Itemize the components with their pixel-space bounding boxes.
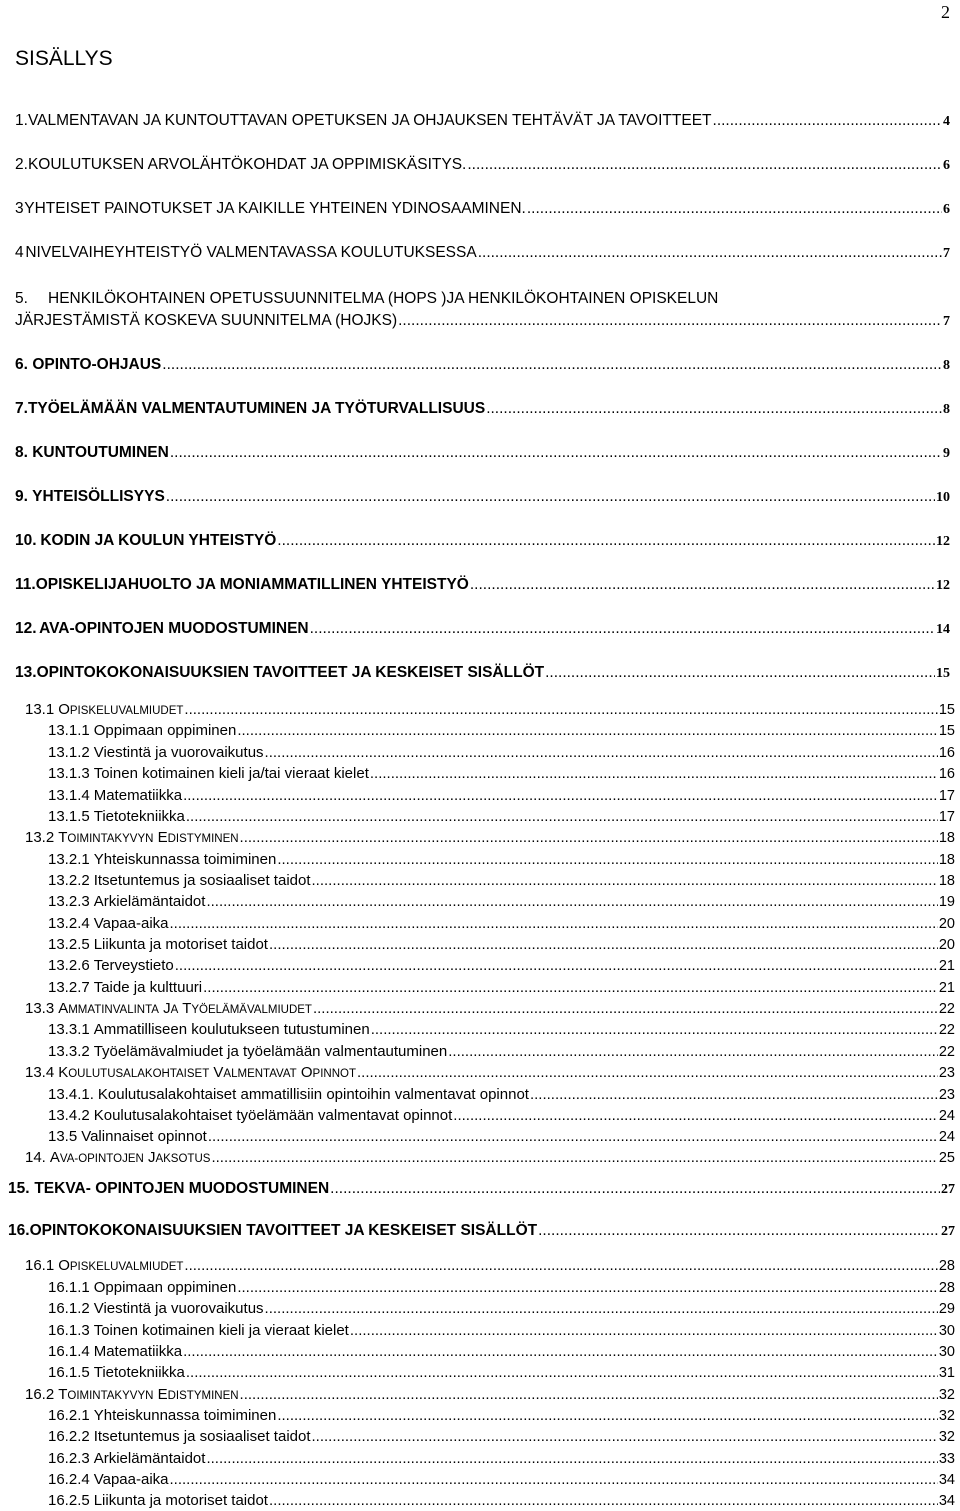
dot-leader xyxy=(170,915,938,932)
toc-entry-line xyxy=(48,1428,955,1445)
dot-leader xyxy=(350,1322,938,1339)
page-ref: 21 xyxy=(938,980,955,996)
entry-number: 13.1.5 xyxy=(48,808,90,825)
entry-number: 15. xyxy=(8,1180,30,1197)
page-ref: 15 xyxy=(938,723,955,739)
page-ref: 12 xyxy=(936,578,950,593)
entry-number: 13.1.2 xyxy=(48,744,90,761)
entry-number: 16.1.2 xyxy=(48,1300,90,1317)
entry-number: 10. xyxy=(15,532,37,549)
dot-leader xyxy=(240,829,938,846)
entry-text: Matematiikka xyxy=(93,787,183,804)
toc-entry-line xyxy=(15,156,950,174)
toc-entry-line xyxy=(25,1000,955,1017)
dot-leader xyxy=(237,1279,938,1296)
entry-text: Viestintä ja vuorovaikutus xyxy=(93,744,264,761)
entry-text: KUNTOUTUMINEN xyxy=(32,444,169,461)
entry-number: 12. xyxy=(15,620,37,637)
page-ref: 34 xyxy=(938,1472,955,1488)
toc-entry-line xyxy=(48,979,955,996)
entry-number: 13.1.4 xyxy=(48,787,90,804)
toc-entry-line xyxy=(48,915,955,932)
entry-text: Tietotekniikka xyxy=(93,1364,185,1381)
entry-text: OPINTO-OHJAUS xyxy=(32,356,162,373)
page-ref: 22 xyxy=(938,1044,955,1060)
page-ref: 32 xyxy=(938,1429,955,1445)
toc-entry-line xyxy=(15,488,950,506)
toc-entry-line xyxy=(48,1322,955,1339)
page-ref: 8 xyxy=(943,402,950,417)
entry-number: 16.2.2 xyxy=(48,1428,90,1445)
dot-leader xyxy=(265,1300,938,1317)
entry-text: TEKVA- OPINTOJEN MUODOSTUMINEN xyxy=(34,1180,330,1197)
toc-entry-line xyxy=(15,664,950,682)
page-ref: 15 xyxy=(938,702,955,718)
entry-number: 16.1.5 xyxy=(48,1364,90,1381)
entry-text: Ammatilliseen koulutukseen tutustuminen xyxy=(93,1021,370,1038)
entry-number: 16.1.1 xyxy=(48,1279,90,1296)
toc-entry-line xyxy=(48,1300,955,1317)
entry-number: 13.1 xyxy=(25,701,55,718)
page-ref: 27 xyxy=(941,1182,955,1197)
dot-leader xyxy=(357,1064,938,1081)
dot-leader xyxy=(170,444,942,462)
entry-number: 11. xyxy=(15,576,36,593)
entry-number: 9. xyxy=(15,488,28,505)
page-ref: 23 xyxy=(938,1065,955,1081)
entry-number: 16.2.5 xyxy=(48,1492,90,1509)
entry-text: YHTEISÖLLISYYS xyxy=(32,488,165,505)
entry-text: KODIN JA KOULUN YHTEISTYÖ xyxy=(40,532,277,549)
entry-text: TYÖELÄMÄÄN VALMENTAUTUMINEN JA TYÖTURVALLISUUS xyxy=(27,400,486,417)
toc-entry-line xyxy=(15,200,950,218)
page-ref: 32 xyxy=(938,1408,955,1424)
entry-text: Itsetuntemus ja sosiaaliset taidot xyxy=(93,1428,311,1445)
page-ref: 4 xyxy=(943,114,950,129)
page-ref: 6 xyxy=(943,158,950,173)
entry-text: YHTEISET PAINOTUKSET JA KAIKILLE YHTEINEN YDINOSAAMINEN. xyxy=(24,200,526,217)
dot-leader xyxy=(330,1180,940,1198)
entry-number: 13.2 xyxy=(25,829,55,846)
dot-leader xyxy=(277,532,935,550)
entry-text: NIVELVAIHEYHTEISTYÖ VALMENTAVASSA KOULUTUKSESSA xyxy=(25,244,477,261)
dot-leader xyxy=(206,1450,937,1467)
page-number: 2 xyxy=(941,2,950,22)
dot-leader xyxy=(313,1000,938,1017)
toc-entry-line xyxy=(15,576,950,594)
entry-number: 13. xyxy=(15,664,37,681)
page-ref: 12 xyxy=(936,534,950,549)
toc-entry-line xyxy=(48,1107,955,1124)
page-ref: 20 xyxy=(938,916,955,932)
entry-text: Toinen kotimainen kieli ja vieraat kielet xyxy=(93,1322,349,1339)
toc-entry-line xyxy=(48,744,955,761)
page-ref: 7 xyxy=(943,246,950,261)
toc-entry-line xyxy=(48,1343,955,1360)
entry-text: Oppimaan oppiminen xyxy=(93,1279,237,1296)
toc-entry-line xyxy=(48,1279,955,1296)
entry-text: OPISKELUVALMIUDET xyxy=(58,701,184,718)
page-ref: 23 xyxy=(938,1087,955,1103)
dot-leader xyxy=(183,787,938,804)
dot-leader xyxy=(186,808,938,825)
entry-number: 16.2.4 xyxy=(48,1471,90,1488)
entry-text: Oppimaan oppiminen xyxy=(93,722,237,739)
dot-leader xyxy=(162,356,942,374)
entry-number: 13.3 xyxy=(25,1000,55,1017)
entry-number: 13.2.3 xyxy=(48,893,90,910)
page-ref: 10 xyxy=(936,490,950,505)
toc-title: SISÄLLYS xyxy=(15,47,113,70)
toc-entry-line xyxy=(15,356,950,374)
entry-text: Liikunta ja motoriset taidot xyxy=(93,1492,268,1509)
dot-leader xyxy=(208,1128,938,1145)
page-ref: 9 xyxy=(943,446,950,461)
entry-text: Matematiikka xyxy=(93,1343,183,1360)
page-ref: 30 xyxy=(938,1344,955,1360)
entry-number: 13.2.1 xyxy=(48,851,90,868)
dot-leader xyxy=(166,488,935,506)
toc-entry-line xyxy=(15,312,950,330)
entry-number: 13.2.4 xyxy=(48,915,90,932)
page-ref: 30 xyxy=(938,1323,955,1339)
entry-text-continued: JÄRJESTÄMISTÄ KOSKEVA SUUNNITELMA (HOJKS) xyxy=(15,312,398,329)
page-ref: 6 xyxy=(943,202,950,217)
entry-text: Vapaa-aika xyxy=(93,1471,169,1488)
page-ref: 15 xyxy=(936,666,950,681)
entry-text: Toinen kotimainen kieli ja/tai vieraat kielet xyxy=(93,765,369,782)
toc-entry-line xyxy=(48,872,955,889)
toc-entry-line xyxy=(15,620,950,638)
toc-entry-line xyxy=(25,701,955,718)
toc-entry-line xyxy=(48,1450,955,1467)
entry-number: 8. xyxy=(15,444,28,461)
entry-text: AVA-OPINTOJEN MUODOSTUMINEN xyxy=(39,620,309,637)
dot-leader xyxy=(312,872,938,889)
entry-text: Yhteiskunnassa toimiminen xyxy=(93,1407,277,1424)
page-ref: 28 xyxy=(938,1258,955,1274)
entry-text: Taide ja kulttuuri xyxy=(93,979,203,996)
entry-number: 6. xyxy=(15,356,28,373)
page-ref: 33 xyxy=(938,1451,955,1467)
dot-leader xyxy=(370,765,938,782)
toc-entry-line xyxy=(25,1386,955,1403)
page-ref: 34 xyxy=(938,1493,955,1509)
toc-entry-line xyxy=(48,1128,955,1145)
entry-number: 16.1.3 xyxy=(48,1322,90,1339)
entry-number: 2. xyxy=(15,156,28,173)
page-ref: 27 xyxy=(941,1224,955,1239)
dot-leader xyxy=(545,664,935,682)
entry-text: OPISKELIJAHUOLTO JA MONIAMMATILLINEN YHTEISTYÖ xyxy=(35,576,469,593)
entry-text: Yhteiskunnassa toimiminen xyxy=(93,851,277,868)
toc-entry-line xyxy=(15,244,950,262)
entry-text: VALMENTAVAN JA KUNTOUTTAVAN OPETUKSEN JA OHJAUKSEN TEHTÄVÄT JA TAVOITTEET xyxy=(27,112,712,129)
dot-leader xyxy=(398,312,942,330)
toc-entry-line xyxy=(48,1364,955,1381)
entry-number: 16.1.4 xyxy=(48,1343,90,1360)
entry-text: AMMATINVALINTA JA TYÖELÄMÄVALMIUDET xyxy=(58,1000,312,1017)
dot-leader xyxy=(277,851,938,868)
entry-text: Koulutusalakohtaiset ammatillisiin opintoihin valmentavat opinnot xyxy=(97,1086,529,1103)
entry-number: 13.2.7 xyxy=(48,979,90,996)
entry-number: 14. xyxy=(25,1149,46,1166)
toc-entry-line xyxy=(48,1407,955,1424)
page-ref: 22 xyxy=(938,1001,955,1017)
dot-leader xyxy=(467,156,942,174)
toc-entry-line xyxy=(25,1257,955,1274)
dot-leader xyxy=(478,244,942,262)
page-ref: 16 xyxy=(938,745,955,761)
entry-number: 13.2.2 xyxy=(48,872,90,889)
dot-leader xyxy=(183,1343,938,1360)
dot-leader xyxy=(310,620,935,638)
entry-number: 13.1.1 xyxy=(48,722,90,739)
toc-entry-line xyxy=(25,1149,955,1166)
entry-text: Tietotekniikka xyxy=(93,808,185,825)
page-ref: 22 xyxy=(938,1022,955,1038)
page-ref: 16 xyxy=(938,766,955,782)
dot-leader xyxy=(527,200,942,218)
toc-entry-line xyxy=(48,765,955,782)
page-ref: 7 xyxy=(943,314,950,329)
page-ref: 32 xyxy=(938,1387,955,1403)
toc-entry-line xyxy=(48,1086,955,1103)
entry-number: 1. xyxy=(15,112,28,129)
toc-entry-line xyxy=(15,532,950,550)
page-ref: 18 xyxy=(938,830,955,846)
page-ref: 21 xyxy=(938,958,955,974)
dot-leader xyxy=(175,957,938,974)
entry-text: Työelämävalmiudet ja työelämään valmentautuminen xyxy=(93,1043,448,1060)
dot-leader xyxy=(265,744,938,761)
entry-text: KOULUTUSALAKOHTAISET VALMENTAVAT OPINNOT xyxy=(58,1064,356,1081)
toc-entry-line xyxy=(48,1021,955,1038)
entry-number: 13.5 xyxy=(48,1128,78,1145)
entry-number: 13.3.1 xyxy=(48,1021,90,1038)
dot-leader xyxy=(371,1021,938,1038)
page-ref: 19 xyxy=(938,894,955,910)
page-ref: 28 xyxy=(938,1280,955,1296)
entry-text: Arkielämäntaidot xyxy=(93,1450,206,1467)
page-ref: 31 xyxy=(938,1365,955,1381)
entry-number: 13.3.2 xyxy=(48,1043,90,1060)
dot-leader xyxy=(269,1492,938,1509)
entry-number: 16.1 xyxy=(25,1257,55,1274)
entry-number: 13.4 xyxy=(25,1064,55,1081)
entry-text: Vapaa-aika xyxy=(93,915,169,932)
page-ref: 29 xyxy=(938,1301,955,1317)
toc-entry-line xyxy=(48,787,955,804)
toc-entry-line xyxy=(25,1064,955,1081)
page-ref: 24 xyxy=(938,1129,955,1145)
entry-text: Arkielämäntaidot xyxy=(93,893,206,910)
page-ref: 18 xyxy=(938,852,955,868)
toc-entry-line xyxy=(48,893,955,910)
toc-entry-line xyxy=(15,444,950,462)
entry-text: KOULUTUKSEN ARVOLÄHTÖKOHDAT JA OPPIMISKÄSITYS. xyxy=(27,156,467,173)
page-ref: 8 xyxy=(943,358,950,373)
toc-entry-line xyxy=(48,722,955,739)
entry-text: OPINTOKOKONAISUUKSIEN TAVOITTEET JA KESKEISET SISÄLLÖT xyxy=(36,664,545,681)
entry-number: 16.2 xyxy=(25,1386,55,1403)
page-ref: 18 xyxy=(938,873,955,889)
dot-leader xyxy=(237,722,938,739)
toc-entry-line xyxy=(48,957,955,974)
entry-number: 13.4.2 xyxy=(48,1107,90,1124)
dot-leader xyxy=(312,1428,938,1445)
dot-leader xyxy=(530,1086,938,1103)
entry-text: AVA-OPINTOJEN JAKSOTUS xyxy=(49,1149,211,1166)
toc-entry-line xyxy=(8,1180,955,1198)
dot-leader xyxy=(486,400,942,418)
toc-entry-line xyxy=(48,851,955,868)
entry-number: 16. xyxy=(8,1222,30,1239)
page-ref: 25 xyxy=(938,1150,955,1166)
entry-number: 13.4.1. xyxy=(48,1086,94,1103)
dot-leader xyxy=(186,1364,938,1381)
page-ref: 14 xyxy=(936,622,950,637)
dot-leader xyxy=(269,936,938,953)
toc-entry-line xyxy=(15,112,950,130)
entry-text: Itsetuntemus ja sosiaaliset taidot xyxy=(93,872,311,889)
toc-entry-line xyxy=(48,808,955,825)
dot-leader xyxy=(240,1386,938,1403)
entry-text: Terveystieto xyxy=(93,957,174,974)
entry-number: 16.2.1 xyxy=(48,1407,90,1424)
entry-text: HENKILÖKOHTAINEN OPETUSSUUNNITELMA (HOPS )JA HENKILÖKOHTAINEN OPISKELUN xyxy=(48,290,719,307)
dot-leader xyxy=(203,979,938,996)
entry-number: 4 xyxy=(15,244,24,261)
entry-text: Valinnaiset opinnot xyxy=(81,1128,207,1145)
page-ref: 24 xyxy=(938,1108,955,1124)
toc-entry-line xyxy=(48,1043,955,1060)
entry-number: 13.1.3 xyxy=(48,765,90,782)
entry-text: TOIMINTAKYVYN EDISTYMINEN xyxy=(58,829,239,846)
entry-number: 13.2.5 xyxy=(48,936,90,953)
entry-number: 16.2.3 xyxy=(48,1450,90,1467)
entry-text: OPISKELUVALMIUDET xyxy=(58,1257,184,1274)
dot-leader xyxy=(448,1043,938,1060)
toc-entry-line xyxy=(48,1471,955,1488)
entry-text: Viestintä ja vuorovaikutus xyxy=(93,1300,264,1317)
page-ref: 20 xyxy=(938,937,955,953)
dot-leader xyxy=(170,1471,938,1488)
toc-entry-line xyxy=(25,829,955,846)
entry-number: 3 xyxy=(15,200,24,217)
entry-text: Liikunta ja motoriset taidot xyxy=(93,936,268,953)
dot-leader xyxy=(184,701,937,718)
page-ref: 17 xyxy=(938,809,955,825)
entry-text: Koulutusalakohtaiset työelämään valmentavat opinnot xyxy=(93,1107,453,1124)
toc-entry-line xyxy=(8,1222,955,1240)
dot-leader xyxy=(277,1407,938,1424)
toc-entry-line xyxy=(48,936,955,953)
entry-number: 5. xyxy=(15,290,28,307)
dot-leader xyxy=(206,893,937,910)
dot-leader xyxy=(453,1107,938,1124)
entry-text: OPINTOKOKONAISUUKSIEN TAVOITTEET JA KESKEISET SISÄLLÖT xyxy=(29,1222,538,1239)
entry-number: 13.2.6 xyxy=(48,957,90,974)
dot-leader xyxy=(713,112,942,130)
dot-leader xyxy=(184,1257,937,1274)
dot-leader xyxy=(538,1222,940,1240)
toc-entry-line xyxy=(48,1492,955,1509)
entry-text: TOIMINTAKYVYN EDISTYMINEN xyxy=(58,1386,239,1403)
dot-leader xyxy=(470,576,935,594)
toc-entry-line xyxy=(15,400,950,418)
entry-number: 7. xyxy=(15,400,28,417)
dot-leader xyxy=(211,1149,937,1166)
page-ref: 17 xyxy=(938,788,955,804)
toc-entry-line xyxy=(15,290,718,308)
